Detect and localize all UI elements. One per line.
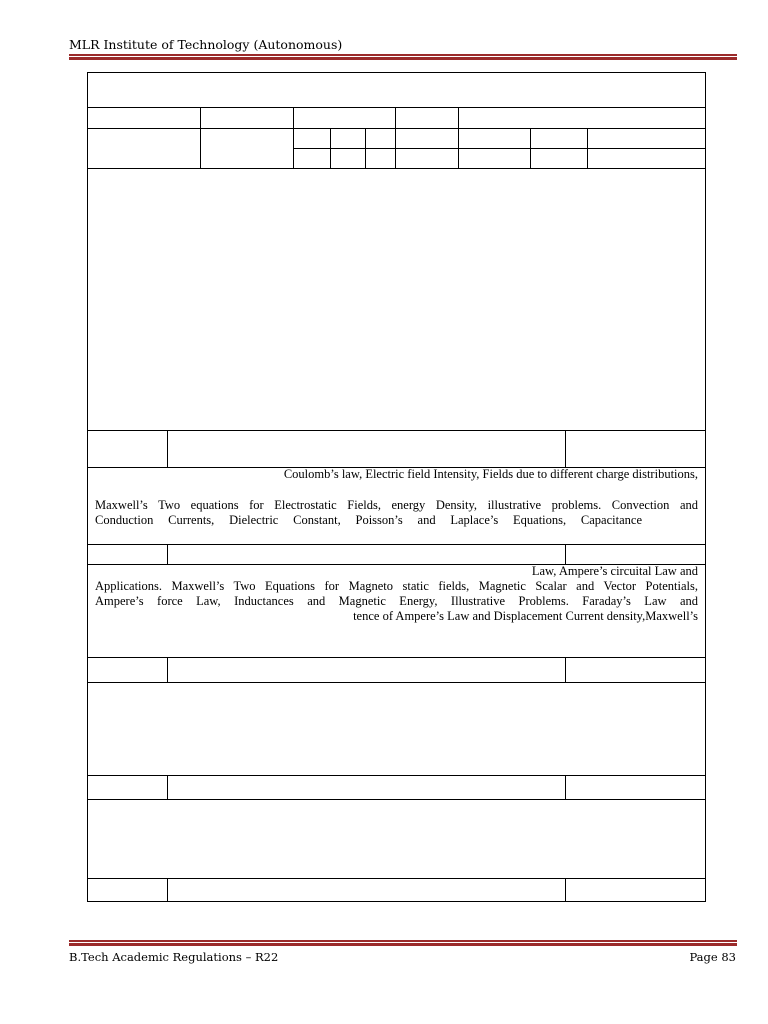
footer-rule-thin — [69, 940, 737, 942]
table-vline — [458, 107, 459, 168]
table-hline — [87, 682, 706, 683]
unit2-text-line: Applications. Maxwell’s Two Equations for Magneto static fields, Magnetic Scalar and Vector Potentials, — [95, 579, 698, 593]
table-vline — [365, 128, 366, 168]
table-hline — [87, 775, 706, 776]
table-vline — [167, 430, 168, 467]
table-hline — [293, 148, 706, 149]
table-vline — [565, 878, 566, 901]
unit1-text-line: Conduction Currents, Dielectric Constant, Poisson’s and Laplace’s Equations, Capacitance — [95, 513, 642, 527]
footer-rule-thick — [69, 943, 737, 946]
header-rule-thin — [69, 54, 737, 56]
footer-page-number: Page 83 — [689, 950, 736, 964]
unit1-text-line: Maxwell’s Two equations for Electrostatic Fields, energy Density, illustrative problems. Convection and — [95, 498, 698, 512]
table-vline — [293, 107, 294, 168]
syllabus-table-frame — [87, 72, 706, 902]
table-vline — [530, 128, 531, 168]
table-vline — [565, 430, 566, 467]
table-hline — [87, 168, 706, 169]
table-vline — [395, 107, 396, 168]
footer-regulations: B.Tech Academic Regulations – R22 — [69, 950, 279, 964]
table-vline — [167, 544, 168, 564]
unit2-text-line: Ampere’s force Law, Inductances and Magnetic Energy, Illustrative Problems. Faraday’s Law and — [95, 594, 698, 608]
page-header-institute: MLR Institute of Technology (Autonomous) — [69, 37, 343, 52]
table-vline — [565, 775, 566, 799]
table-hline — [87, 799, 706, 800]
table-vline — [565, 657, 566, 682]
unit2-text-line: tence of Ampere’s Law and Displacement Current density,Maxwell’s — [353, 609, 698, 623]
table-hline — [87, 128, 706, 129]
table-hline — [87, 430, 706, 431]
table-hline — [87, 657, 706, 658]
unit2-text-line: Law, Ampere’s circuital Law and — [531, 564, 698, 578]
table-hline — [87, 878, 706, 879]
unit1-text-line: Coulomb’s law, Electric field Intensity, Fields due to different charge distributions, — [283, 467, 698, 481]
table-vline — [587, 128, 588, 168]
table-vline — [565, 544, 566, 564]
table-vline — [330, 128, 331, 168]
table-vline — [167, 878, 168, 901]
table-hline — [87, 544, 706, 545]
table-hline — [87, 107, 706, 108]
table-vline — [200, 107, 201, 168]
table-vline — [167, 657, 168, 682]
header-rule-thick — [69, 57, 737, 60]
table-vline — [167, 775, 168, 799]
